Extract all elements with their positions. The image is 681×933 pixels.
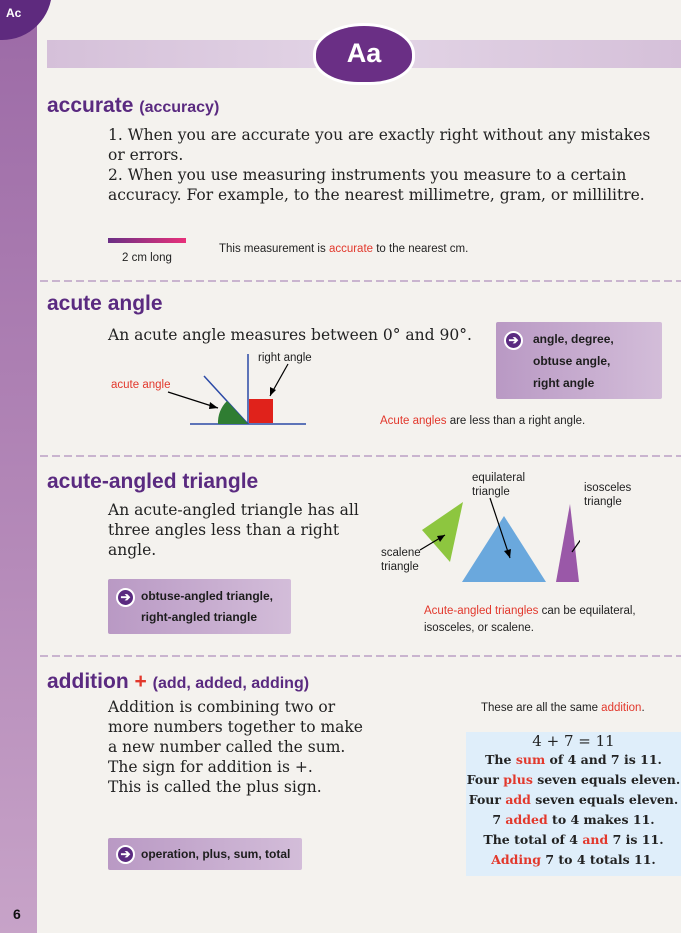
entry-term: accurate	[47, 94, 134, 117]
see-also-link[interactable]: right angle	[533, 376, 595, 390]
def-line: a new number called the sum.	[108, 738, 346, 756]
def-line: more numbers together to make	[108, 718, 363, 736]
example-highlight: add	[505, 792, 531, 807]
note-text: isosceles, or scalene.	[424, 622, 534, 634]
arrow-right-icon: ➔	[116, 845, 135, 864]
page-number: 6	[13, 906, 21, 922]
example-text: The	[485, 752, 516, 767]
letter-badge-label: Aa	[346, 38, 382, 68]
label-text: triangle	[584, 496, 622, 508]
def-line: or errors.	[108, 146, 184, 164]
def-line: The sign for addition is +.	[108, 758, 313, 776]
entry-definition-accurate	[108, 125, 650, 205]
example-line	[466, 772, 681, 787]
pointer-arrowhead	[209, 402, 218, 409]
label-acute-angle: acute angle	[111, 379, 171, 391]
measure-bar	[108, 238, 186, 243]
example-text: Four	[468, 792, 506, 807]
entry-term: acute-angled triangle	[47, 470, 259, 493]
label-isosceles	[584, 481, 631, 509]
letter-badge	[316, 26, 412, 82]
example-line	[466, 832, 681, 847]
see-also-link[interactable]: right-angled triangle	[141, 610, 258, 624]
note-highlight: Acute angles	[380, 415, 447, 427]
example-line	[466, 792, 681, 807]
measure-bar-label: 2 cm long	[122, 252, 172, 264]
example-highlight: sum	[515, 752, 546, 767]
note-text: to the nearest cm.	[373, 243, 469, 255]
entry-definition-addition	[108, 697, 363, 797]
scalene-triangle	[422, 502, 463, 562]
section-divider	[40, 655, 681, 657]
example-text: seven equals eleven.	[530, 792, 679, 807]
def-line: An acute-angled triangle has all	[108, 501, 359, 519]
def-line: An acute angle measures between 0° and 90°.	[108, 326, 472, 344]
label-scalene	[381, 546, 421, 574]
see-also-box	[108, 838, 302, 870]
example-highlight: and	[582, 832, 609, 847]
note-highlight: accurate	[328, 243, 374, 255]
right-angle-mark	[249, 399, 273, 423]
label-equilateral	[472, 471, 525, 499]
entry-heading-addition	[47, 670, 309, 694]
example-highlight: added	[505, 812, 548, 827]
entry-definition-acute-triangle	[108, 500, 359, 560]
label-text: triangle	[472, 486, 510, 498]
addition-examples-box	[466, 732, 681, 876]
label-text: equilateral	[472, 472, 526, 484]
entry-heading-accurate	[47, 94, 219, 118]
see-also-link[interactable]: obtuse angle,	[533, 354, 611, 368]
def-line: Addition is combining two or	[108, 698, 336, 716]
addition-note	[481, 702, 645, 714]
entry-term: addition	[47, 670, 129, 693]
section-divider	[40, 455, 681, 457]
def-line: 2. When you use measuring instruments you measure to a certain	[108, 166, 627, 184]
label-text: triangle	[381, 561, 419, 573]
accurate-note	[219, 243, 468, 255]
see-also-box	[496, 322, 662, 399]
def-line: accuracy. For example, to the nearest millimetre, gram, or millilitre.	[108, 186, 645, 204]
def-line: This is called the plus sign.	[108, 778, 322, 796]
entry-forms: (accuracy)	[139, 99, 220, 116]
example-line	[466, 852, 681, 867]
example-text: 7 to 4 totals 11.	[540, 852, 656, 867]
acute-angle-note	[380, 415, 585, 427]
isosceles-triangle	[556, 504, 579, 582]
see-also-box	[108, 579, 291, 634]
example-text: 7 is 11.	[608, 832, 664, 847]
pointer-arrowhead	[270, 387, 276, 396]
note-highlight: Acute-angled triangles	[424, 605, 539, 617]
note-text: These are all the same	[481, 702, 602, 714]
entry-definition-acute-angle	[108, 325, 472, 345]
note-highlight: addition	[601, 702, 642, 714]
left-sidebar	[0, 0, 37, 933]
entry-heading-acute-triangle	[47, 470, 258, 494]
label-right-angle: right angle	[258, 352, 312, 364]
example-line	[466, 752, 681, 767]
example-text: The total of 4	[483, 832, 583, 847]
label-text: isosceles	[584, 482, 632, 494]
entry-forms: (add, added, adding)	[152, 675, 310, 692]
example-line	[466, 812, 681, 827]
see-also-link[interactable]: obtuse-angled triangle,	[141, 589, 274, 603]
example-equation: 4 + 7 = 11	[532, 732, 615, 750]
example-text: of 4 and 7 is 11.	[545, 752, 662, 767]
def-line: angle.	[108, 541, 157, 559]
example-highlight: plus	[503, 772, 533, 787]
equilateral-triangle	[462, 516, 546, 582]
section-divider	[40, 280, 681, 282]
example-text: seven equals eleven.	[532, 772, 681, 787]
example-text: to 4 makes 11.	[547, 812, 655, 827]
acute-angle-mark	[218, 401, 248, 424]
entry-term: acute angle	[47, 292, 163, 315]
def-line: 1. When you are accurate you are exactly right without any mistakes	[108, 126, 651, 144]
example-text: 7	[492, 812, 506, 827]
see-also-link[interactable]: angle, degree,	[533, 332, 614, 346]
acute-triangle-note	[424, 603, 636, 637]
note-text: are less than a right angle.	[446, 415, 586, 427]
label-text: scalene	[381, 547, 421, 559]
section-tab-label: Ac	[6, 6, 22, 20]
example-text: Four	[466, 772, 504, 787]
entry-heading-acute-angle	[47, 292, 163, 316]
note-text: can be equilateral,	[538, 605, 636, 617]
arrow-right-icon: ➔	[116, 588, 135, 607]
note-text: This measurement is	[219, 243, 329, 255]
def-line: three angles less than a right	[108, 521, 340, 539]
plus-icon: +	[134, 670, 147, 693]
note-text: .	[641, 702, 645, 714]
arrow-right-icon: ➔	[504, 331, 523, 350]
example-highlight: Adding	[491, 852, 541, 867]
see-also-link[interactable]: operation, plus, sum, total	[141, 847, 291, 861]
